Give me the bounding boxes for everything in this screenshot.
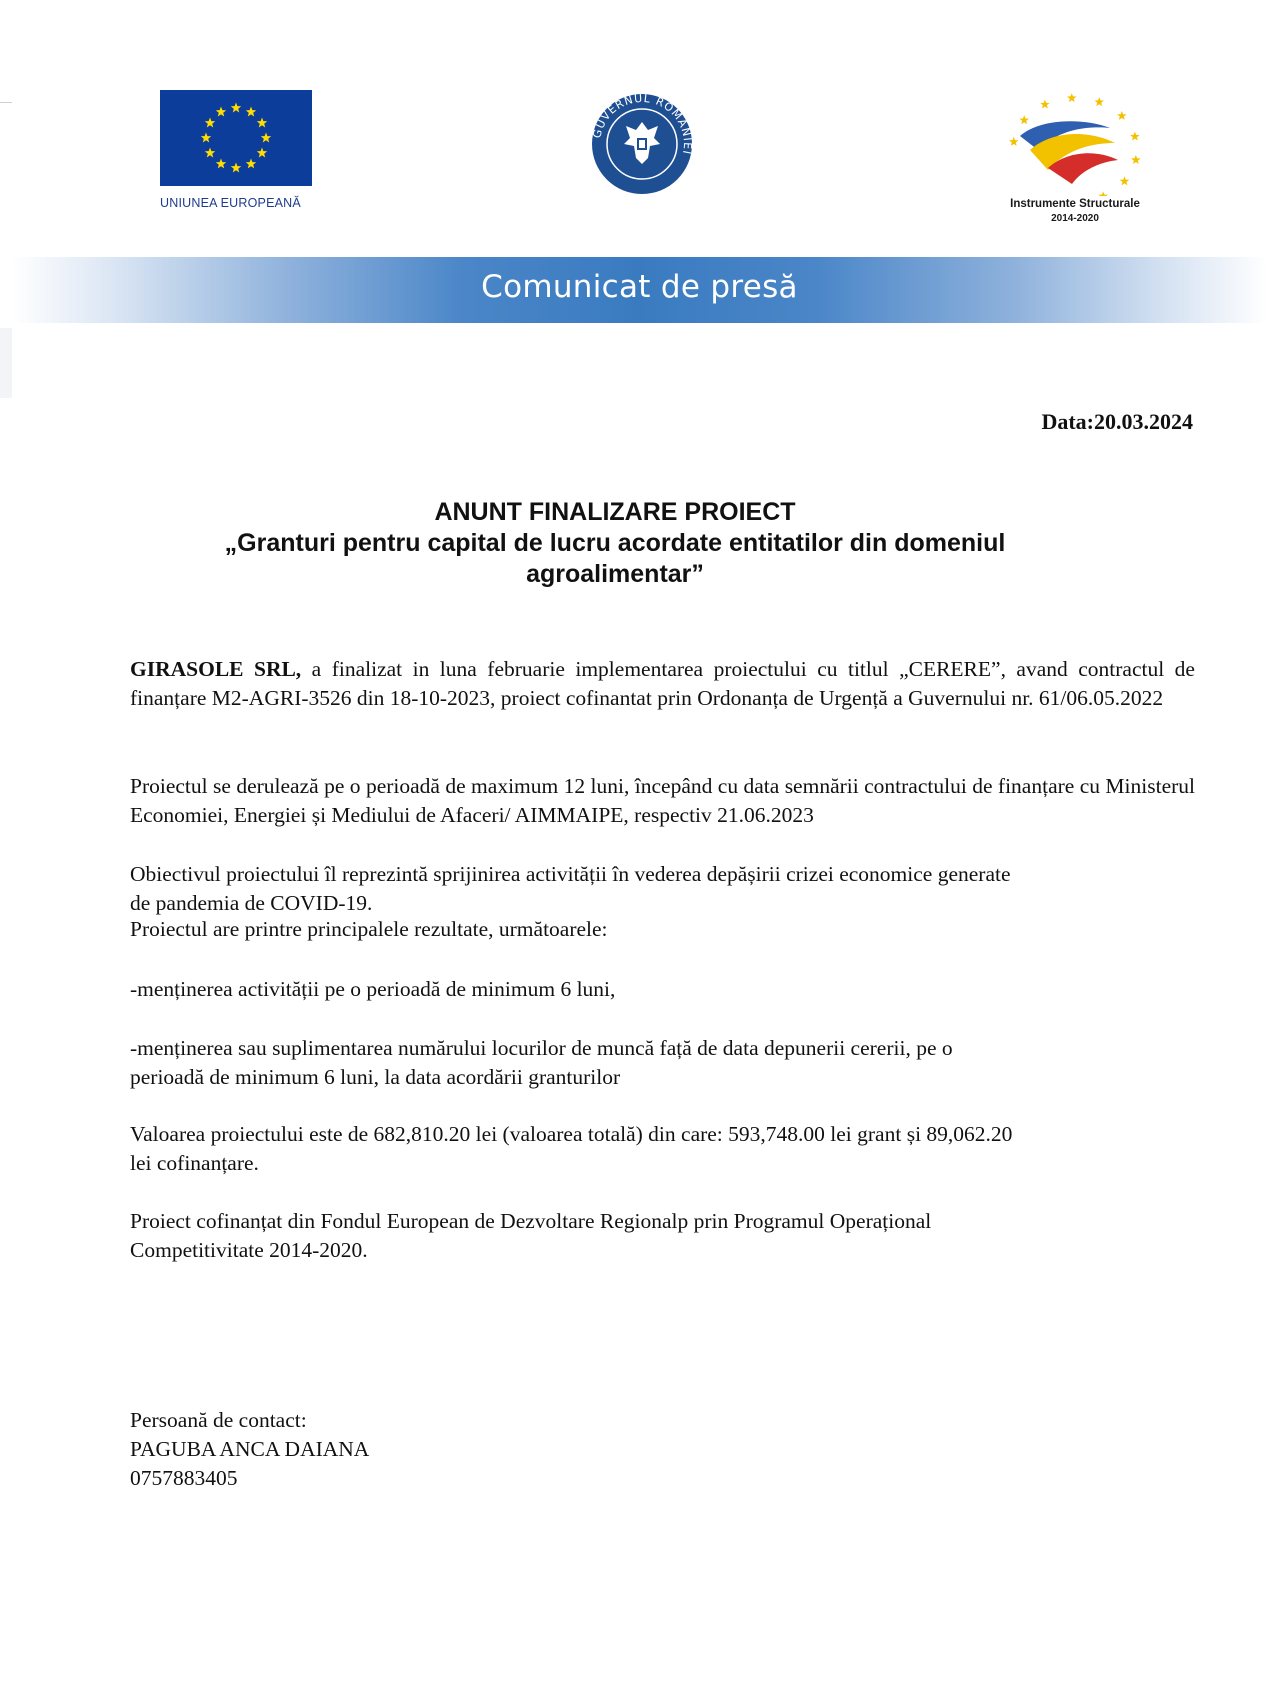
is-star-icon [1131, 155, 1141, 164]
instrumente-structurale-logo [990, 88, 1160, 228]
is-star-icon [1120, 176, 1130, 185]
paragraph-project-duration: Proiectul se derulează pe o perioadă de maximum 12 luni, începând cu data semnării contractului de finanțare cu Ministerul Economiei, Energiei și Mediului de Afaceri/ AIMMAIPE, respectiv 21.06.2023 [130, 774, 1195, 827]
press-release-banner [12, 257, 1267, 323]
government-logo [590, 92, 694, 196]
announcement-heading [0, 497, 1230, 590]
paragraph-line: Proiect cofinanțat din Fondul European de Dezvoltare Regionalp prin Programul Operațional [130, 1209, 932, 1233]
paragraph-funding-source [130, 1207, 1195, 1265]
eu-star-icon [246, 158, 256, 168]
paragraph-line: lei cofinanțare. [130, 1151, 259, 1175]
contact-name: PAGUBA ANCA DAIANA [130, 1437, 370, 1461]
paragraph-line: de pandemia de COVID-19. [130, 891, 373, 915]
heading-line: „Granturi pentru capital de lucru acordate entitatilor din domeniul [224, 529, 1006, 557]
paragraph-project-objective [130, 860, 1195, 918]
paragraph-line: -menținerea activității pe o perioadă de minimum 6 luni, [130, 977, 616, 1001]
eu-star-icon [205, 148, 215, 158]
eu-star-icon [257, 118, 267, 128]
page-edge-mark [0, 328, 12, 398]
eu-star-icon [205, 118, 215, 128]
paragraph-line: Competitivitate 2014-2020. [130, 1238, 368, 1262]
is-star-icon [1040, 100, 1050, 109]
contact-block [130, 1406, 1195, 1493]
paragraph-line: Proiectul are printre principalele rezultate, următoarele: [130, 917, 608, 941]
eu-star-icon [201, 133, 211, 143]
is-star-icon [1098, 191, 1108, 196]
paragraph-line: Obiectivul proiectului îl reprezintă sprijinirea activității în vederea depășirii crizei economice generate [130, 862, 1011, 886]
eu-star-icon [216, 107, 226, 117]
is-star-icon [1009, 137, 1019, 146]
is-star-icon [1094, 97, 1104, 106]
structural-instruments-emblem-icon [990, 88, 1160, 196]
paragraph-project-value [130, 1120, 1195, 1178]
paragraph-line: -menținerea sau suplimentarea numărului locurilor de muncă față de data depunerii cererii, pe o [130, 1036, 953, 1060]
is-star-icon [1130, 132, 1140, 141]
company-name: GIRASOLE SRL, [130, 657, 302, 681]
contact-phone: 0757883405 [130, 1466, 238, 1490]
eu-star-icon [231, 103, 241, 113]
contact-label: Persoană de contact: [130, 1408, 307, 1432]
is-star-icon [1117, 111, 1127, 120]
eu-caption: UNIUNEA EUROPEANĂ [160, 196, 301, 210]
eu-star-icon [216, 158, 226, 168]
paragraph-project-completion [130, 655, 1195, 713]
eu-flag [160, 90, 312, 186]
is-star-icon [1067, 93, 1077, 102]
eu-star-icon [231, 163, 241, 173]
document-date: Data:20.03.2024 [1041, 409, 1193, 434]
eu-logo [160, 90, 312, 210]
eu-star-icon [261, 133, 271, 143]
paragraph-text: a finalizat in luna februarie implementarea proiectului cu titlul „CERERE”, avand contractul de finanțare M2-AGRI-3526 din 18-10-2023, proiect cofinantat prin Ordonanța de Urgență a Guvernului nr. 61/06.05.2022 [130, 657, 1195, 710]
heading-line: ANUNT FINALIZARE PROIECT [434, 498, 796, 526]
result-item [130, 1034, 1195, 1092]
result-item [130, 975, 1195, 1004]
paragraph-line: Valoarea proiectului este de 682,810.20 lei (valoarea totală) din care: 593,748.00 lei grant și 89,062.20 [130, 1122, 1013, 1146]
eu-star-icon [246, 107, 256, 117]
instrumente-years: 2014-2020 [1051, 213, 1099, 224]
paragraph-results-intro [130, 915, 1195, 944]
eu-stars-icon [160, 90, 312, 186]
government-seal-text: GUVERNUL ROMÂNIEI [590, 92, 694, 157]
heading-line: agroalimentar” [526, 560, 704, 588]
paragraph-line: perioadă de minimum 6 luni, la data acordării granturilor [130, 1065, 621, 1089]
banner-title: Comunicat de presă [481, 269, 798, 305]
instrumente-title: Instrumente Structurale [1010, 198, 1140, 210]
eu-star-icon [257, 148, 267, 158]
government-seal-icon [590, 92, 694, 196]
is-star-icon [1019, 115, 1029, 124]
page-edge-mark [0, 102, 12, 103]
